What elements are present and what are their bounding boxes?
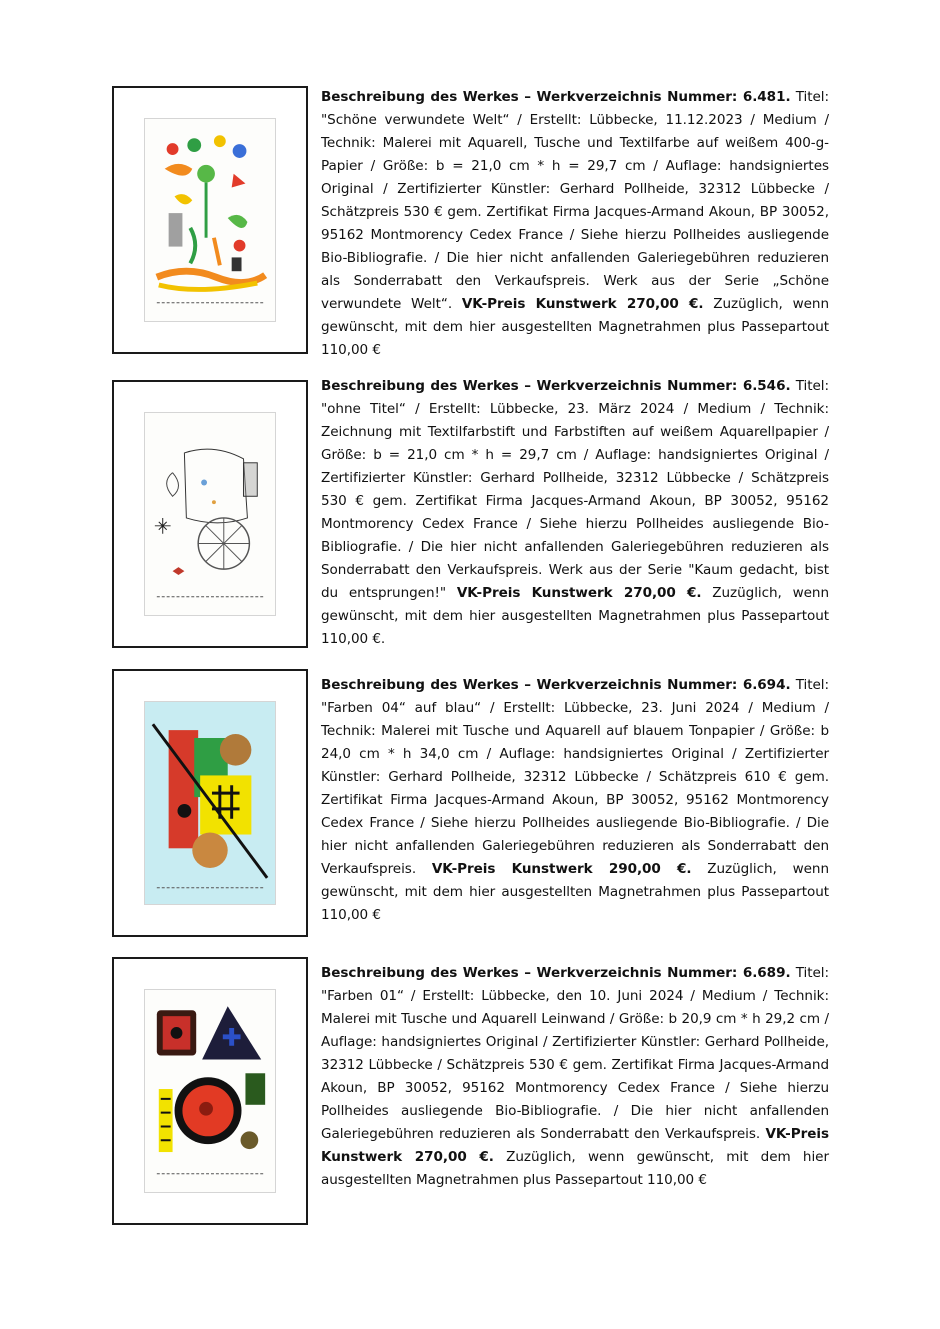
description-body: Titel: "ohne Titel“ / Erstellt: Lübbecke, 23. März 2024 / Medium / Technik: Zeichnung mit Textilfarbstift und Farbstiften auf weißem Aquarellpapier / Größe: b = 21,0 cm * h = 29,7 cm / Auflage: handsigniertes Original / Zertifizierter Künstler: Gerhard Pollheide, 32312 Lübbecke / Schätzpreis 530 € gem. Zertifikat Firma Jacques-Armand Akoun, BP 30052, 95162 Montmorency Cedex France / Siehe hierzu Pollheides ausliegende Bio-Bibliografie. / Die hier nicht anfallenden Galeriegebühren reduzieren als Sonderrabatt den Verkaufspreis. Werk aus der Serie "Kaum gedacht, bist du entsprungen!" xyxy=(321,378,829,601)
passepartout xyxy=(144,412,276,616)
description-heading: Beschreibung des Werkes – Werkverzeichnis Nummer: 6.694. xyxy=(321,677,791,693)
passepartout xyxy=(144,989,276,1193)
description-body: Titel: "Farben 04“ auf blau“ / Erstellt: Lübbecke, 23. Juni 2024 / Medium / Technik: Malerei mit Tusche und Aquarell auf blauem Tonpapier / Größe: b 24,0 cm * h 34,0 cm / Auflage: handsigniertes Original / Zertifizierter Künstler: Gerhard Pollheide, 32312 Lübbecke / Schätzpreis 610 € gem. Zertifikat Firma Jacques-Armand Akoun, BP 30052, 95162 Montmorency Cedex France / Siehe hierzu Pollheides ausliegende Bio-Bibliografie. / Die hier nicht anfallenden Galeriegebühren reduzieren als Sonderrabatt den Verkaufspreis. xyxy=(321,677,829,877)
sales-price: VK-Preis Kunstwerk 270,00 €. xyxy=(321,1126,829,1165)
artwork-frame[interactable] xyxy=(112,86,308,354)
whimsical-figures-artwork xyxy=(145,119,275,321)
frame-offer: Zuzüglich, wenn gewünscht, mit dem hier ausgestellten Magnetrahmen plus Passepartout 110,00 € xyxy=(321,1149,829,1188)
sales-price: VK-Preis Kunstwerk 290,00 €. xyxy=(431,861,692,877)
colorful-abstract-on-blue-artwork xyxy=(145,702,275,904)
description-heading: Beschreibung des Werkes – Werkverzeichnis Nummer: 6.546. xyxy=(321,378,791,394)
frame-offer: Zuzüglich, wenn gewünscht, mit dem hier ausgestellten Magnetrahmen plus Passepartout 110,00 €. xyxy=(321,585,829,647)
artwork-description xyxy=(321,375,829,651)
passepartout xyxy=(144,701,276,905)
artwork-frame[interactable] xyxy=(112,669,308,937)
artwork-frame[interactable] xyxy=(112,957,308,1225)
frame-offer: Zuzüglich, wenn gewünscht, mit dem hier ausgestellten Magnetrahmen plus Passepartout 110,00 € xyxy=(321,861,829,923)
artwork-description xyxy=(321,962,829,1192)
sales-price: VK-Preis Kunstwerk 270,00 €. xyxy=(456,585,702,601)
description-body: Titel: "Schöne verwundete Welt“ / Erstellt: Lübbecke, 11.12.2023 / Medium / Technik: Malerei mit Aquarell, Tusche und Textilfarbe auf weißem 400-g-Papier / Größe: b = 21,0 cm * h = 29,7 cm / Auflage: handsigniertes Original / Zertifizierter Künstler: Gerhard Pollheide, 32312 Lübbecke / Schätzpreis 530 € gem. Zertifikat Firma Jacques-Armand Akoun, BP 30052, 95162 Montmorency Cedex France / Siehe hierzu Pollheides ausliegende Bio-Bibliografie. / Die hier nicht anfallenden Galeriegebühren reduzieren als Sonderrabatt den Verkaufspreis. Werk aus der Serie „Schöne verwundete Welt“. xyxy=(321,89,829,312)
artwork-description xyxy=(321,86,829,362)
sales-price: VK-Preis Kunstwerk 270,00 €. xyxy=(461,296,704,312)
line-drawing-artwork xyxy=(145,413,275,615)
artwork-frame[interactable] xyxy=(112,380,308,648)
red-circle-abstract-artwork xyxy=(145,990,275,1192)
description-body: Titel: "Farben 01“ / Erstellt: Lübbecke, den 10. Juni 2024 / Medium / Technik: Malerei mit Tusche und Aquarell Leinwand / Größe: b 20,9 cm * h 29,2 cm / Auflage: handsigniertes Original / Zertifizierter Künstler: Gerhard Pollheide, 32312 Lübbecke / Schätzpreis 530 € gem. Zertifikat Firma Jacques-Armand Akoun, BP 30052, 95162 Montmorency Cedex France / Siehe hierzu Pollheides ausliegende Bio-Bibliografie. / Die hier nicht anfallenden Galeriegebühren reduzieren als Sonderrabatt den Verkaufspreis. xyxy=(321,965,829,1142)
passepartout xyxy=(144,118,276,322)
frame-offer: Zuzüglich, wenn gewünscht, mit dem hier ausgestellten Magnetrahmen plus Passepartout 110,00 € xyxy=(321,296,829,358)
description-heading: Beschreibung des Werkes – Werkverzeichnis Nummer: 6.481. xyxy=(321,89,791,105)
description-heading: Beschreibung des Werkes – Werkverzeichnis Nummer: 6.689. xyxy=(321,965,791,981)
artwork-description xyxy=(321,674,829,927)
